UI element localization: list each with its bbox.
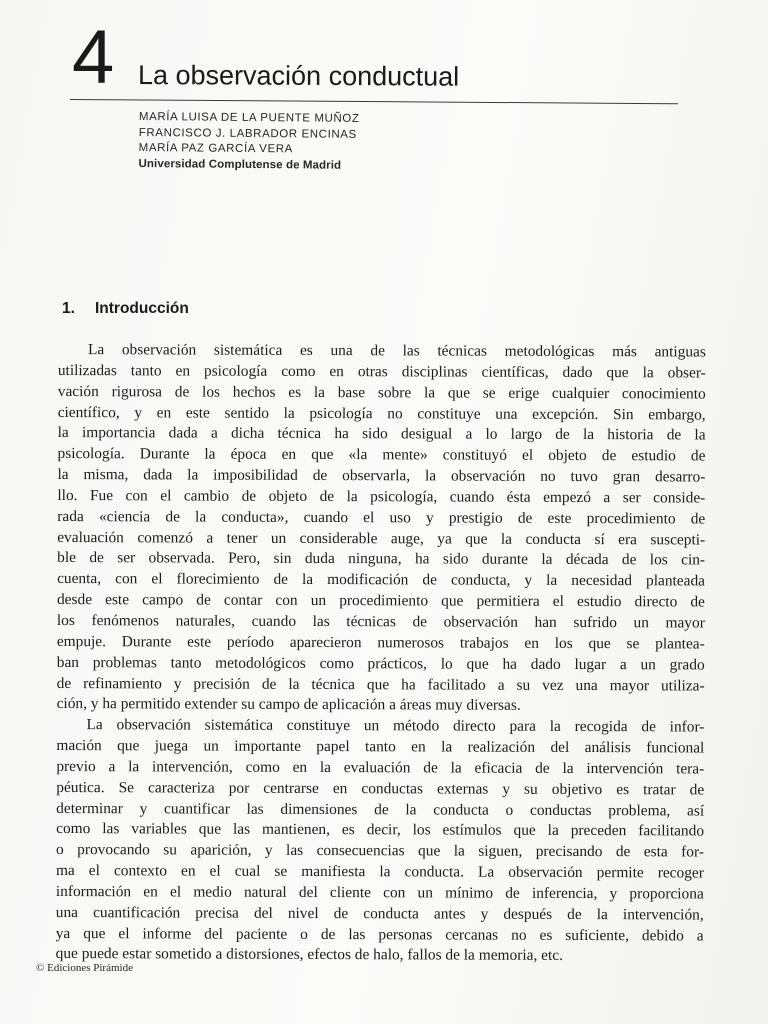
body-text xyxy=(56,340,706,968)
body-line: ban problemas tanto metodológicos como prácticos, lo que ha dado lugar a un grado xyxy=(56,653,705,674)
body-line: información en el medio natural del cliente con un mínimo de inferencia, y proporciona xyxy=(55,882,704,903)
section-number: 1. xyxy=(62,300,75,317)
body-line: rada «ciencia de la conducta», cuando el uso y prestigio de este procedimiento de xyxy=(57,507,706,528)
section-title: Introducción xyxy=(95,300,189,317)
body-line: determinar y cuantificar las dimensiones de la conducta o conductas problema, así xyxy=(56,799,705,820)
body-line: cuenta, con el florecimiento de la modificación de conducta, y la necesidad planteada xyxy=(57,570,706,590)
body-line: empuje. Durante este período aparecieron numerosos trabajos en los que se plantea- xyxy=(56,632,705,653)
body-line: ción, y ha permitido extender su campo de aplicación a áreas muy diversas. xyxy=(56,695,521,715)
body-line: vación rigurosa de los hechos es la base sobre la que se erige cualquier conocimiento xyxy=(57,382,706,403)
author-name: MARÍA LUISA DE LA PUENTE MUÑOZ xyxy=(138,110,360,125)
body-line: desde este campo de contar con un procedimiento que permitiera el estudio directo de xyxy=(56,591,705,611)
body-line: llo. Fue con el cambio de objeto de la psicología, cuando ésta empezó a ser conside- xyxy=(57,486,706,507)
body-line: La observación sistemática constituye un método directo para la recogida de infor- xyxy=(86,716,705,736)
body-line: o provocando su aparición, y las consecuencias que la siguen, precisando de esta for- xyxy=(56,841,704,861)
author-block xyxy=(138,110,359,174)
body-line: psicología. Durante la época en que «la mente» constituyó el objeto de estudio de xyxy=(57,445,706,465)
body-line: péutica. Se caracteriza por centrarse en conductas externas y su objetivo es tratar de xyxy=(56,778,705,799)
body-line: previo a la intervención, como en la evaluación de la eficacia de la intervención tera- xyxy=(56,757,705,778)
body-line: como las variables que las mantienen, es decir, los estímulos que la preceden facilitando xyxy=(56,820,705,840)
body-line: utilizadas tanto en psicología como en otras disciplinas científicas, dado que la obser- xyxy=(57,361,706,382)
body-line: La observación sistemática es una de las técnicas metodológicas más antiguas xyxy=(87,341,706,361)
body-line: una cuantificación precisa del nivel de conducta antes y después de la intervención, xyxy=(55,903,704,924)
author-affiliation: Universidad Complutense de Madrid xyxy=(138,157,342,172)
body-line: ble de ser observada. Pero, sin duda ninguna, ha sido durante la década de los cin- xyxy=(57,549,706,569)
body-line: la misma, dada la imposibilidad de observarla, la observación no tuvo gran desarro- xyxy=(57,466,706,486)
body-line: científico, y en este sentido la psicología no constituye una excepción. Sin embargo, xyxy=(57,403,706,424)
body-line: ma el contexto en el cual se manifiesta la conducta. La observación permite recoger xyxy=(55,862,704,882)
body-line: que puede estar sometido a distorsiones, efectos de halo, fallos de la memoria, etc. xyxy=(55,945,563,965)
body-line: evaluación comenzó a tener un considerable auge, ya que la conducta sí era suscepti- xyxy=(57,528,706,549)
body-line: de refinamiento y precisión de la técnica que ha facilitado a su vez una mayor utiliza- xyxy=(56,674,705,694)
body-line: ya que el informe del paciente o de las personas cercanas no es suficiente, debido a xyxy=(55,924,704,945)
chapter-title: La observación conductual xyxy=(137,60,460,92)
body-line: la importancia dada a dicha técnica ha sido desigual a lo largo de la historia de la xyxy=(57,424,706,444)
author-name: FRANCISCO J. LABRADOR ENCINAS xyxy=(138,126,357,141)
chapter-number: 4 xyxy=(72,15,113,100)
body-line: los fenómenos naturales, cuando las técnicas de observación han sufrido un mayor xyxy=(56,611,705,632)
body-line: mación que juega un importante papel tanto en la realización del análisis funcional xyxy=(56,737,705,757)
author-name: MARÍA PAZ GARCÍA VERA xyxy=(138,141,293,156)
title-rule xyxy=(70,99,678,104)
publisher-footer: © Ediciones Pirámide xyxy=(36,962,133,974)
section-heading xyxy=(62,300,189,318)
